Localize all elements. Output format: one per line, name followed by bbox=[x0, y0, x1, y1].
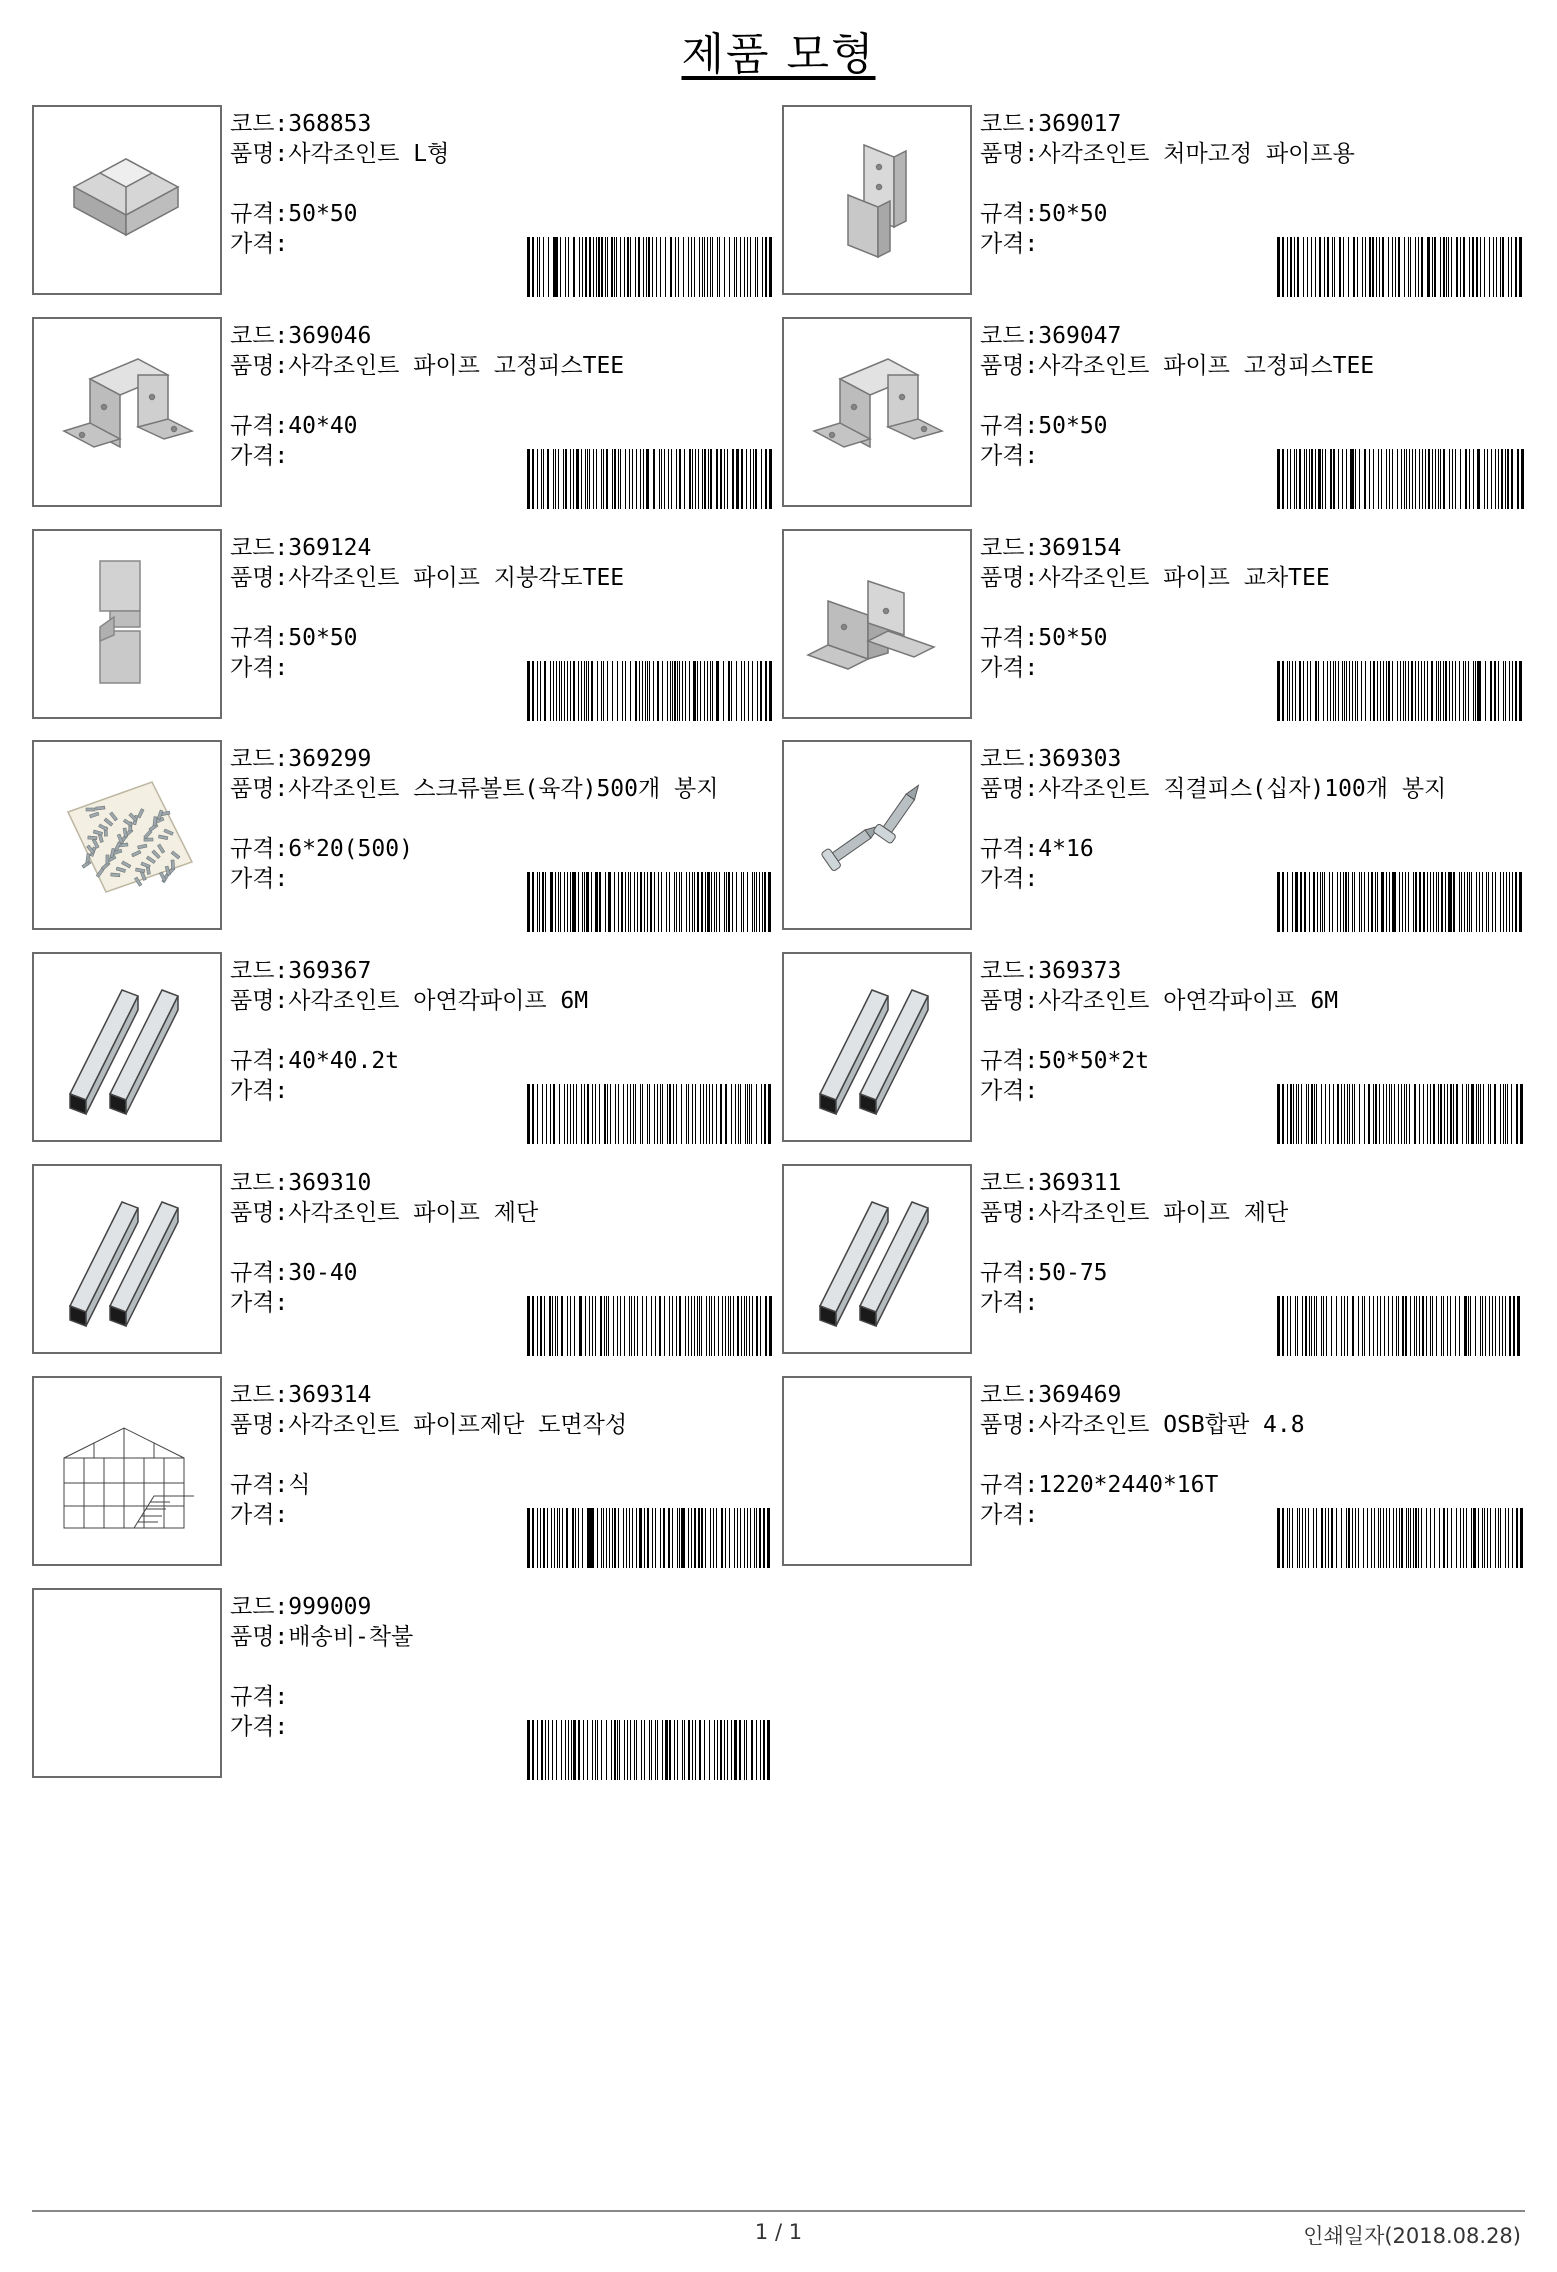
product-image bbox=[32, 952, 222, 1142]
product-code-row bbox=[230, 109, 775, 139]
code-label: 코드: bbox=[980, 111, 1039, 137]
barcode bbox=[1277, 237, 1525, 297]
cross-tee-icon bbox=[784, 531, 970, 717]
product-image bbox=[32, 317, 222, 507]
product-spec-row bbox=[230, 199, 775, 229]
product-code-row bbox=[230, 1168, 775, 1198]
product-code: 369310 bbox=[288, 1170, 372, 1196]
price-label: 가격: bbox=[230, 655, 289, 681]
spec-label: 규격: bbox=[980, 625, 1039, 651]
product-code-row bbox=[230, 533, 775, 563]
product-spec: 50*50 bbox=[1038, 625, 1108, 651]
product-name: 사각조인트 처마고정 파이프용 bbox=[1038, 141, 1355, 167]
product-name-row bbox=[980, 1198, 1525, 1258]
barcode bbox=[527, 661, 775, 721]
code-label: 코드: bbox=[230, 111, 289, 137]
code-label: 코드: bbox=[230, 1170, 289, 1196]
barcode bbox=[1277, 1084, 1525, 1144]
code-label: 코드: bbox=[980, 1170, 1039, 1196]
product-code-row bbox=[230, 1592, 775, 1622]
name-label: 품명: bbox=[980, 988, 1039, 1014]
tee-bracket-icon bbox=[34, 319, 220, 505]
product-spec: 50*50 bbox=[1038, 413, 1108, 439]
product-spec-row bbox=[980, 1470, 1525, 1500]
spec-label: 규격: bbox=[980, 1048, 1039, 1074]
product-image bbox=[32, 1376, 222, 1566]
product-spec-row bbox=[980, 1046, 1525, 1076]
product-code-row bbox=[230, 1380, 775, 1410]
price-label: 가격: bbox=[230, 1502, 289, 1528]
code-label: 코드: bbox=[980, 323, 1039, 349]
barcode bbox=[527, 1296, 775, 1356]
product-image bbox=[782, 740, 972, 930]
price-label: 가격: bbox=[980, 231, 1039, 257]
name-label: 품명: bbox=[230, 565, 289, 591]
footer-divider bbox=[32, 2210, 1525, 2212]
product-spec-row bbox=[230, 1046, 775, 1076]
product-code-row bbox=[980, 1380, 1525, 1410]
product-code: 369047 bbox=[1038, 323, 1122, 349]
product-card bbox=[782, 740, 1527, 932]
product-card bbox=[782, 952, 1527, 1144]
product-code-row bbox=[230, 956, 775, 986]
product-spec-row bbox=[980, 1258, 1525, 1288]
product-spec-row bbox=[230, 834, 775, 864]
print-date: 인쇄일자(2018.08.28) bbox=[1303, 2224, 1521, 2248]
price-label: 가격: bbox=[980, 655, 1039, 681]
product-spec: 50*50 bbox=[288, 625, 358, 651]
name-label: 품명: bbox=[980, 1412, 1039, 1438]
product-image bbox=[32, 740, 222, 930]
product-card bbox=[782, 105, 1527, 297]
spec-label: 규격: bbox=[230, 201, 289, 227]
product-name: 사각조인트 파이프 교차TEE bbox=[1038, 565, 1330, 591]
product-name-row bbox=[980, 1410, 1525, 1470]
price-label: 가격: bbox=[230, 443, 289, 469]
barcode bbox=[527, 1720, 775, 1780]
eave-bracket-icon bbox=[784, 107, 970, 293]
roof-angle-tee-icon bbox=[34, 531, 220, 717]
product-name-row bbox=[230, 1198, 775, 1258]
product-spec: 4*16 bbox=[1038, 836, 1094, 862]
product-image bbox=[32, 529, 222, 719]
product-name-row bbox=[230, 351, 775, 411]
price-label: 가격: bbox=[980, 866, 1039, 892]
price-label: 가격: bbox=[230, 231, 289, 257]
product-code-row bbox=[980, 1168, 1525, 1198]
barcode bbox=[527, 1508, 775, 1568]
product-image bbox=[782, 529, 972, 719]
tee-bracket-icon bbox=[784, 319, 970, 505]
product-name: 사각조인트 파이프 지붕각도TEE bbox=[288, 565, 625, 591]
spec-label: 규격: bbox=[230, 1684, 289, 1710]
spec-label: 규격: bbox=[980, 413, 1039, 439]
screws-icon bbox=[784, 742, 970, 928]
product-name-row bbox=[980, 986, 1525, 1046]
spec-label: 규격: bbox=[980, 1260, 1039, 1286]
name-label: 품명: bbox=[230, 1624, 289, 1650]
product-name: 사각조인트 OSB합판 4.8 bbox=[1038, 1412, 1305, 1438]
barcode bbox=[527, 237, 775, 297]
barcode bbox=[527, 1084, 775, 1144]
price-label: 가격: bbox=[980, 1078, 1039, 1104]
product-spec-row bbox=[980, 411, 1525, 441]
product-spec-row bbox=[230, 1470, 775, 1500]
product-name: 사각조인트 아연각파이프 6M bbox=[1038, 988, 1339, 1014]
barcode bbox=[1277, 661, 1525, 721]
barcode bbox=[527, 872, 775, 932]
product-spec-row bbox=[230, 411, 775, 441]
name-label: 품명: bbox=[980, 141, 1039, 167]
product-image bbox=[782, 317, 972, 507]
product-spec: 30-40 bbox=[288, 1260, 358, 1286]
product-code-row bbox=[980, 321, 1525, 351]
price-label: 가격: bbox=[980, 1290, 1039, 1316]
code-label: 코드: bbox=[980, 1382, 1039, 1408]
product-code: 369373 bbox=[1038, 958, 1122, 984]
barcode bbox=[1277, 1296, 1525, 1356]
product-name: 배송비-착불 bbox=[288, 1624, 414, 1650]
product-spec: 40*40.2t bbox=[288, 1048, 400, 1074]
product-card bbox=[32, 952, 777, 1144]
name-label: 품명: bbox=[980, 565, 1039, 591]
product-spec: 식 bbox=[288, 1472, 311, 1498]
name-label: 품명: bbox=[230, 988, 289, 1014]
product-image bbox=[782, 1164, 972, 1354]
barcode bbox=[527, 449, 775, 509]
square-pipe-icon bbox=[34, 1166, 220, 1352]
spec-label: 규격: bbox=[980, 201, 1039, 227]
page-title: 제품 모형 bbox=[681, 29, 876, 80]
product-name: 사각조인트 파이프 고정피스TEE bbox=[1038, 353, 1375, 379]
name-label: 품명: bbox=[230, 776, 289, 802]
product-name: 사각조인트 직결피스(십자)100개 봉지 bbox=[1038, 776, 1447, 802]
product-spec: 6*20(500) bbox=[288, 836, 413, 862]
product-code: 369299 bbox=[288, 746, 372, 772]
product-image bbox=[32, 105, 222, 295]
square-pipe-icon bbox=[784, 954, 970, 1140]
product-name: 사각조인트 스크류볼트(육각)500개 봉지 bbox=[288, 776, 719, 802]
price-label: 가격: bbox=[230, 1078, 289, 1104]
product-code: 368853 bbox=[288, 111, 372, 137]
product-card bbox=[32, 1164, 777, 1356]
product-spec-row bbox=[980, 623, 1525, 653]
code-label: 코드: bbox=[230, 1594, 289, 1620]
product-code-row bbox=[980, 956, 1525, 986]
product-name-row bbox=[980, 139, 1525, 199]
product-image bbox=[32, 1588, 222, 1778]
product-card bbox=[32, 740, 777, 932]
product-card bbox=[782, 317, 1527, 509]
product-card bbox=[32, 529, 777, 721]
product-spec: 1220*2440*16T bbox=[1038, 1472, 1219, 1498]
product-spec-row bbox=[230, 1682, 775, 1712]
spec-label: 규격: bbox=[230, 413, 289, 439]
code-label: 코드: bbox=[230, 535, 289, 561]
price-label: 가격: bbox=[980, 443, 1039, 469]
name-label: 품명: bbox=[980, 776, 1039, 802]
product-code: 999009 bbox=[288, 1594, 372, 1620]
price-label: 가격: bbox=[230, 1290, 289, 1316]
product-name-row bbox=[230, 139, 775, 199]
product-name: 사각조인트 파이프 고정피스TEE bbox=[288, 353, 625, 379]
product-name: 사각조인트 파이프 제단 bbox=[1038, 1200, 1289, 1226]
product-name-row bbox=[230, 1410, 775, 1470]
product-name-row bbox=[230, 563, 775, 623]
product-spec: 40*40 bbox=[288, 413, 358, 439]
code-label: 코드: bbox=[230, 323, 289, 349]
product-card bbox=[782, 1376, 1527, 1568]
product-code: 369017 bbox=[1038, 111, 1122, 137]
code-label: 코드: bbox=[230, 746, 289, 772]
name-label: 품명: bbox=[230, 353, 289, 379]
product-code-row bbox=[980, 533, 1525, 563]
product-name: 사각조인트 파이프제단 도면작성 bbox=[288, 1412, 628, 1438]
page-number: 1 / 1 bbox=[754, 2220, 803, 2244]
square-pipe-icon bbox=[34, 954, 220, 1140]
product-name-row bbox=[980, 774, 1525, 834]
product-card bbox=[32, 317, 777, 509]
name-label: 품명: bbox=[230, 141, 289, 167]
product-name-row bbox=[230, 986, 775, 1046]
code-label: 코드: bbox=[230, 1382, 289, 1408]
product-code: 369311 bbox=[1038, 1170, 1122, 1196]
product-code: 369046 bbox=[288, 323, 372, 349]
spec-label: 규격: bbox=[980, 836, 1039, 862]
product-spec-row bbox=[230, 623, 775, 653]
spec-label: 규격: bbox=[980, 1472, 1039, 1498]
product-code-row bbox=[230, 321, 775, 351]
product-name: 사각조인트 파이프 제단 bbox=[288, 1200, 539, 1226]
product-image bbox=[782, 1376, 972, 1566]
product-card bbox=[32, 105, 777, 297]
product-spec-row bbox=[980, 834, 1525, 864]
product-spec: 50*50 bbox=[1038, 201, 1108, 227]
name-label: 품명: bbox=[980, 1200, 1039, 1226]
price-label: 가격: bbox=[230, 866, 289, 892]
product-name: 사각조인트 L형 bbox=[288, 141, 450, 167]
product-card bbox=[32, 1376, 777, 1568]
price-label: 가격: bbox=[230, 1714, 289, 1740]
product-code: 369303 bbox=[1038, 746, 1122, 772]
product-spec: 50*50 bbox=[288, 201, 358, 227]
product-image bbox=[782, 105, 972, 295]
l-bracket-icon bbox=[34, 107, 220, 293]
product-code: 369314 bbox=[288, 1382, 372, 1408]
name-label: 품명: bbox=[230, 1412, 289, 1438]
product-name: 사각조인트 아연각파이프 6M bbox=[288, 988, 589, 1014]
code-label: 코드: bbox=[980, 746, 1039, 772]
barcode bbox=[1277, 1508, 1525, 1568]
square-pipe-icon bbox=[784, 1166, 970, 1352]
code-label: 코드: bbox=[980, 535, 1039, 561]
product-spec: 50-75 bbox=[1038, 1260, 1108, 1286]
product-spec: 50*50*2t bbox=[1038, 1048, 1150, 1074]
product-code: 369124 bbox=[288, 535, 372, 561]
product-code: 369367 bbox=[288, 958, 372, 984]
product-card bbox=[782, 1164, 1527, 1356]
name-label: 품명: bbox=[230, 1200, 289, 1226]
product-code: 369154 bbox=[1038, 535, 1122, 561]
screw-bag-icon bbox=[34, 742, 220, 928]
product-name-row bbox=[980, 351, 1525, 411]
product-code-row bbox=[980, 109, 1525, 139]
structure-drawing-icon bbox=[34, 1378, 220, 1564]
product-image bbox=[32, 1164, 222, 1354]
barcode bbox=[1277, 872, 1525, 932]
price-label: 가격: bbox=[980, 1502, 1039, 1528]
product-code-row bbox=[980, 744, 1525, 774]
spec-label: 규격: bbox=[230, 1048, 289, 1074]
product-card bbox=[32, 1588, 777, 1780]
spec-label: 규격: bbox=[230, 625, 289, 651]
barcode bbox=[1277, 449, 1525, 509]
product-code: 369469 bbox=[1038, 1382, 1122, 1408]
product-name-row bbox=[230, 774, 775, 834]
code-label: 코드: bbox=[980, 958, 1039, 984]
spec-label: 규격: bbox=[230, 836, 289, 862]
product-code-row bbox=[230, 744, 775, 774]
spec-label: 규격: bbox=[230, 1472, 289, 1498]
product-name-row bbox=[980, 563, 1525, 623]
spec-label: 규격: bbox=[230, 1260, 289, 1286]
product-image bbox=[782, 952, 972, 1142]
product-spec-row bbox=[230, 1258, 775, 1288]
product-name-row bbox=[230, 1622, 775, 1682]
product-card bbox=[782, 529, 1527, 721]
name-label: 품명: bbox=[980, 353, 1039, 379]
product-spec-row bbox=[980, 199, 1525, 229]
code-label: 코드: bbox=[230, 958, 289, 984]
